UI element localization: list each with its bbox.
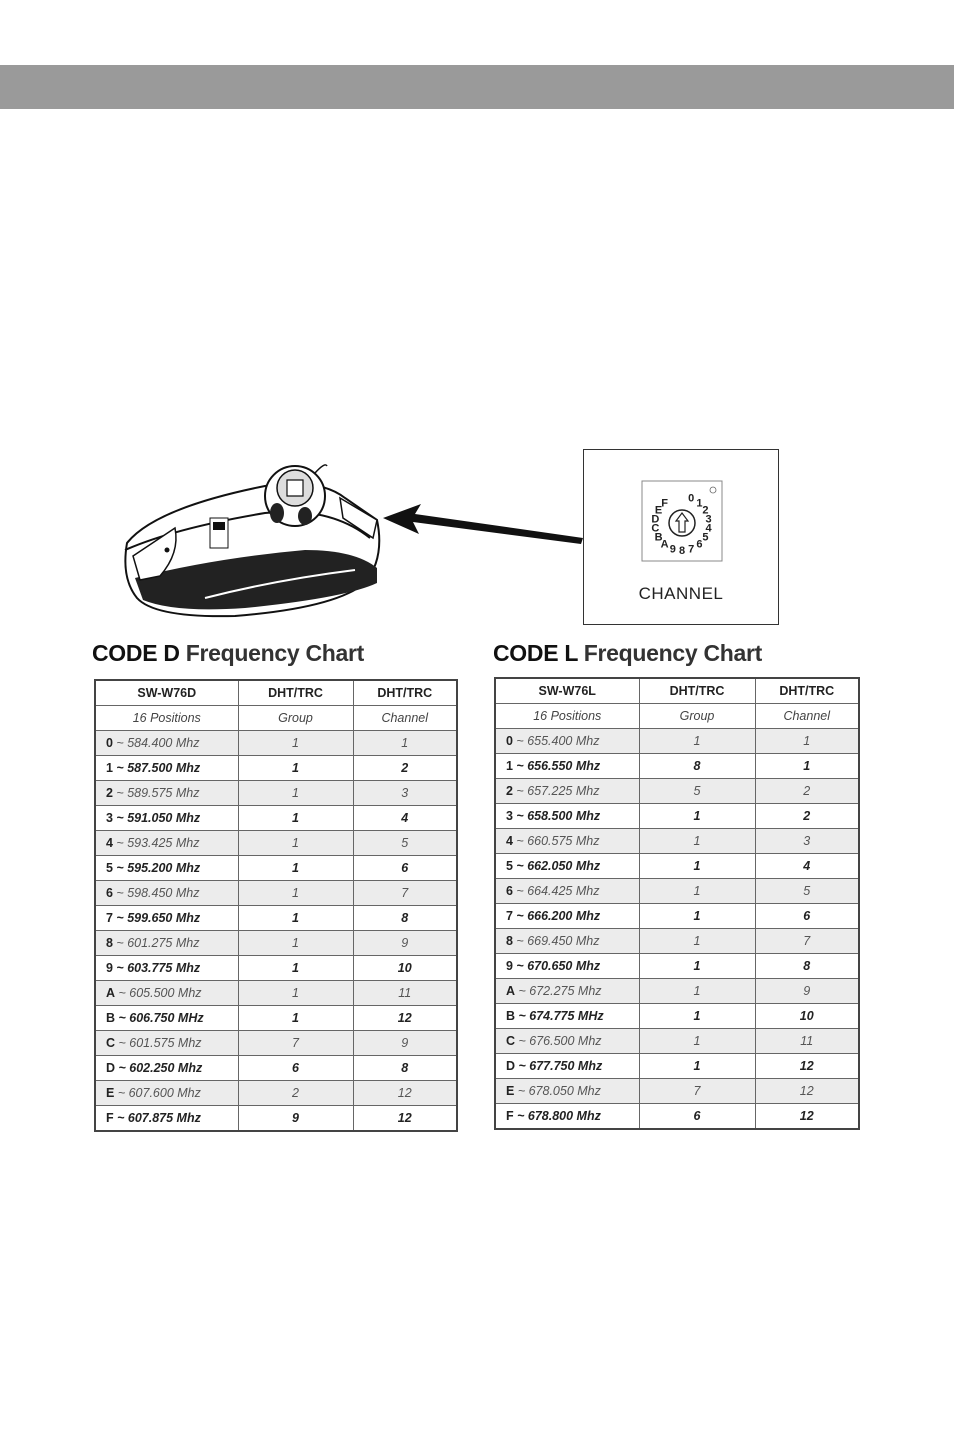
dial-position-label: 5 (702, 531, 709, 544)
position-code: D (106, 1061, 116, 1075)
position-code: E (506, 1084, 515, 1098)
table-row (95, 981, 457, 1006)
frequency-value: ~ 605.500 Mhz (115, 986, 202, 1000)
pointer-arrow (383, 500, 588, 550)
code-d-frequency-table (94, 679, 458, 1132)
position-code: D (506, 1059, 516, 1073)
group-cell: 1 (238, 806, 353, 831)
position-code: A (506, 984, 516, 998)
position-frequency-cell (95, 956, 238, 981)
group-cell: 1 (238, 1006, 353, 1031)
position-frequency-cell (95, 831, 238, 856)
table-row (495, 854, 859, 879)
dial-position-label: 2 (702, 504, 709, 517)
channel-cell: 4 (353, 806, 457, 831)
code-l-frequency-table (494, 677, 860, 1130)
position-code: 3 (506, 809, 513, 823)
position-code: A (106, 986, 116, 1000)
position-code: 9 (106, 961, 113, 975)
position-frequency-cell (495, 779, 639, 804)
position-code: B (106, 1011, 116, 1025)
header-bar (0, 65, 954, 109)
group-cell: 2 (238, 1081, 353, 1106)
channel-cell: 3 (353, 781, 457, 806)
position-code: 7 (106, 911, 113, 925)
table-row (95, 1106, 457, 1132)
dial-position-label: A (660, 538, 669, 551)
frequency-value: ~ 599.650 Mhz (112, 911, 201, 925)
position-code: 1 (506, 759, 513, 773)
frequency-value: ~ 589.575 Mhz (112, 786, 200, 800)
position-code: 9 (506, 959, 513, 973)
group-cell: 1 (639, 729, 755, 754)
position-frequency-cell (495, 729, 639, 754)
dial-position-label: E (654, 504, 663, 517)
channel-cell: 1 (353, 731, 457, 756)
group-cell: 1 (238, 981, 353, 1006)
frequency-value: ~ 584.400 Mhz (112, 736, 200, 750)
code-d-title (92, 640, 364, 667)
table-row (495, 779, 859, 804)
position-code: C (506, 1034, 516, 1048)
channel-cell: 11 (353, 981, 457, 1006)
frequency-value: ~ 669.450 Mhz (512, 934, 600, 948)
group-cell: 1 (238, 956, 353, 981)
channel-cell: 10 (755, 1004, 859, 1029)
channel-cell: 2 (353, 756, 457, 781)
position-frequency-cell (495, 1079, 639, 1104)
table-row (495, 929, 859, 954)
group-cell: 1 (238, 756, 353, 781)
dial-position-label: D (651, 513, 660, 526)
table-row (495, 1029, 859, 1054)
dial-position-label: 0 (688, 492, 695, 505)
group-cell: 1 (639, 979, 755, 1004)
table-row (495, 754, 859, 779)
position-frequency-cell (95, 906, 238, 931)
group-cell: 1 (639, 879, 755, 904)
table-row (495, 879, 859, 904)
table-row (495, 1054, 859, 1079)
position-frequency-cell (495, 1004, 639, 1029)
group-cell: 1 (238, 856, 353, 881)
dial-position-label: 4 (705, 522, 712, 535)
frequency-value: ~ 593.425 Mhz (112, 836, 200, 850)
channel-cell: 11 (755, 1029, 859, 1054)
table-row (495, 804, 859, 829)
column-header-model: SW-W76L (495, 678, 639, 704)
group-cell: 6 (639, 1104, 755, 1130)
position-frequency-cell (95, 856, 238, 881)
column-header-group: DHT/TRC (238, 680, 353, 706)
position-frequency-cell (95, 1056, 238, 1081)
position-code: 3 (106, 811, 113, 825)
frequency-value: ~ 664.425 Mhz (512, 884, 600, 898)
position-frequency-cell (495, 854, 639, 879)
channel-cell: 9 (353, 931, 457, 956)
table-row (495, 954, 859, 979)
frequency-value: ~ 606.750 MHz (115, 1011, 204, 1025)
subheader-channel: Channel (755, 704, 859, 729)
channel-cell: 12 (755, 1104, 859, 1130)
channel-cell: 2 (755, 779, 859, 804)
position-frequency-cell (95, 881, 238, 906)
group-cell: 1 (639, 804, 755, 829)
position-frequency-cell (495, 879, 639, 904)
channel-label: CHANNEL (638, 584, 724, 603)
position-frequency-cell (95, 756, 238, 781)
position-frequency-cell (495, 929, 639, 954)
transmitter-illustration (115, 458, 385, 620)
group-cell: 1 (639, 1054, 755, 1079)
position-frequency-cell (495, 954, 639, 979)
channel-cell: 12 (353, 1106, 457, 1132)
table-row (95, 881, 457, 906)
dial-position-label: B (654, 531, 663, 544)
position-frequency-cell (495, 979, 639, 1004)
position-frequency-cell (95, 981, 238, 1006)
frequency-value: ~ 666.200 Mhz (512, 909, 601, 923)
position-frequency-cell (495, 1029, 639, 1054)
group-cell: 1 (639, 829, 755, 854)
frequency-value: ~ 670.650 Mhz (512, 959, 601, 973)
subheader-positions: 16 Positions (95, 706, 238, 731)
group-cell: 1 (639, 1029, 755, 1054)
column-header-group: DHT/TRC (639, 678, 755, 704)
dial-position-label: 3 (705, 513, 712, 526)
subheader-channel: Channel (353, 706, 457, 731)
group-cell: 5 (639, 779, 755, 804)
table-row (95, 806, 457, 831)
group-cell: 1 (639, 929, 755, 954)
position-code: 7 (506, 909, 513, 923)
group-cell: 1 (238, 831, 353, 856)
frequency-value: ~ 655.400 Mhz (512, 734, 600, 748)
position-frequency-cell (495, 804, 639, 829)
frequency-value: ~ 678.800 Mhz (513, 1109, 601, 1123)
channel-cell: 9 (353, 1031, 457, 1056)
group-cell: 7 (639, 1079, 755, 1104)
position-code: 0 (106, 736, 113, 750)
channel-cell: 10 (353, 956, 457, 981)
frequency-value: ~ 607.875 Mhz (113, 1111, 201, 1125)
position-code: 0 (506, 734, 513, 748)
subheader-group: Group (238, 706, 353, 731)
code-d-title-code: CODE D (92, 640, 180, 666)
table-row (495, 979, 859, 1004)
table-row (95, 906, 457, 931)
position-frequency-cell (95, 781, 238, 806)
group-cell: 7 (238, 1031, 353, 1056)
position-frequency-cell (95, 731, 238, 756)
frequency-value: ~ 607.600 Mhz (114, 1086, 201, 1100)
channel-cell: 8 (755, 954, 859, 979)
frequency-value: ~ 587.500 Mhz (112, 761, 201, 775)
code-l-title (493, 640, 762, 667)
group-cell: 8 (639, 754, 755, 779)
frequency-value: ~ 591.050 Mhz (112, 811, 201, 825)
frequency-value: ~ 598.450 Mhz (112, 886, 200, 900)
group-cell: 1 (238, 731, 353, 756)
channel-cell: 5 (755, 879, 859, 904)
position-frequency-cell (95, 1081, 238, 1106)
channel-cell: 8 (353, 1056, 457, 1081)
channel-cell: 1 (755, 729, 859, 754)
position-code: 4 (506, 834, 513, 848)
table-row (95, 856, 457, 881)
code-l-title-code: CODE L (493, 640, 578, 666)
position-frequency-cell (495, 1104, 639, 1130)
group-cell: 1 (238, 931, 353, 956)
column-header-channel: DHT/TRC (755, 678, 859, 704)
table-row (95, 1056, 457, 1081)
column-header-model: SW-W76D (95, 680, 238, 706)
channel-cell: 12 (353, 1081, 457, 1106)
dial-position-label: F (661, 497, 668, 510)
channel-cell: 5 (353, 831, 457, 856)
channel-cell: 12 (755, 1054, 859, 1079)
position-code: C (106, 1036, 116, 1050)
table-row (495, 1004, 859, 1029)
table-row (495, 1104, 859, 1130)
dial-position-label: 9 (669, 543, 676, 556)
frequency-value: ~ 658.500 Mhz (512, 809, 601, 823)
position-frequency-cell (95, 931, 238, 956)
dial-position-label: 6 (696, 538, 703, 551)
code-l-title-rest: Frequency Chart (583, 640, 763, 666)
channel-cell: 7 (755, 929, 859, 954)
group-cell: 1 (639, 854, 755, 879)
channel-cell: 4 (755, 854, 859, 879)
position-code: 1 (106, 761, 113, 775)
group-cell: 1 (639, 904, 755, 929)
channel-cell: 1 (755, 754, 859, 779)
position-frequency-cell (495, 754, 639, 779)
position-code: 5 (106, 861, 113, 875)
column-header-channel: DHT/TRC (353, 680, 457, 706)
frequency-value: ~ 676.500 Mhz (515, 1034, 602, 1048)
frequency-value: ~ 660.575 Mhz (512, 834, 600, 848)
frequency-value: ~ 601.575 Mhz (115, 1036, 202, 1050)
table-row (95, 1081, 457, 1106)
frequency-value: ~ 602.250 Mhz (115, 1061, 203, 1075)
group-cell: 6 (238, 1056, 353, 1081)
position-frequency-cell (95, 806, 238, 831)
subheader-group: Group (639, 704, 755, 729)
frequency-value: ~ 674.775 MHz (515, 1009, 604, 1023)
position-code: 2 (106, 786, 113, 800)
frequency-value: ~ 677.750 Mhz (515, 1059, 603, 1073)
frequency-value: ~ 601.275 Mhz (112, 936, 200, 950)
channel-cell: 12 (755, 1079, 859, 1104)
channel-dial-panel (583, 449, 779, 625)
position-code: 8 (506, 934, 513, 948)
table-row (495, 829, 859, 854)
frequency-value: ~ 656.550 Mhz (512, 759, 601, 773)
channel-cell: 6 (755, 904, 859, 929)
position-code: 6 (106, 886, 113, 900)
position-code: B (506, 1009, 516, 1023)
frequency-value: ~ 657.225 Mhz (512, 784, 600, 798)
position-code: 6 (506, 884, 513, 898)
channel-cell: 7 (353, 881, 457, 906)
table-row (495, 904, 859, 929)
frequency-value: ~ 595.200 Mhz (112, 861, 201, 875)
channel-cell: 3 (755, 829, 859, 854)
code-d-title-rest: Frequency Chart (185, 640, 365, 666)
channel-cell: 2 (755, 804, 859, 829)
position-code: 8 (106, 936, 113, 950)
group-cell: 1 (639, 1004, 755, 1029)
position-code: 5 (506, 859, 513, 873)
dial-position-label: 8 (678, 545, 686, 557)
frequency-value: ~ 678.050 Mhz (514, 1084, 601, 1098)
dial-position-label: C (651, 522, 660, 535)
frequency-value: ~ 603.775 Mhz (112, 961, 201, 975)
frequency-value: ~ 672.275 Mhz (515, 984, 602, 998)
table-row (95, 1031, 457, 1056)
table-row (495, 729, 859, 754)
table-row (95, 731, 457, 756)
position-frequency-cell (95, 1106, 238, 1132)
table-row (95, 931, 457, 956)
table-row (95, 1006, 457, 1031)
group-cell: 1 (639, 954, 755, 979)
position-frequency-cell (495, 1054, 639, 1079)
position-frequency-cell (495, 829, 639, 854)
channel-cell: 12 (353, 1006, 457, 1031)
channel-cell: 6 (353, 856, 457, 881)
position-code: F (106, 1111, 114, 1125)
channel-cell: 9 (755, 979, 859, 1004)
channel-cell: 8 (353, 906, 457, 931)
table-row (95, 831, 457, 856)
channel-rotary-switch[interactable] (641, 480, 723, 562)
table-row (95, 956, 457, 981)
dial-position-label: 7 (688, 543, 695, 556)
group-cell: 1 (238, 781, 353, 806)
position-frequency-cell (495, 904, 639, 929)
group-cell: 1 (238, 906, 353, 931)
position-code: F (506, 1109, 514, 1123)
frequency-value: ~ 662.050 Mhz (512, 859, 601, 873)
dial-position-label: 1 (696, 497, 703, 510)
position-frequency-cell (95, 1006, 238, 1031)
position-frequency-cell (95, 1031, 238, 1056)
group-cell: 9 (238, 1106, 353, 1132)
position-code: E (106, 1086, 115, 1100)
table-row (95, 781, 457, 806)
table-row (495, 1079, 859, 1104)
position-code: 2 (506, 784, 513, 798)
table-row (95, 756, 457, 781)
position-code: 4 (106, 836, 113, 850)
subheader-positions: 16 Positions (495, 704, 639, 729)
group-cell: 1 (238, 881, 353, 906)
